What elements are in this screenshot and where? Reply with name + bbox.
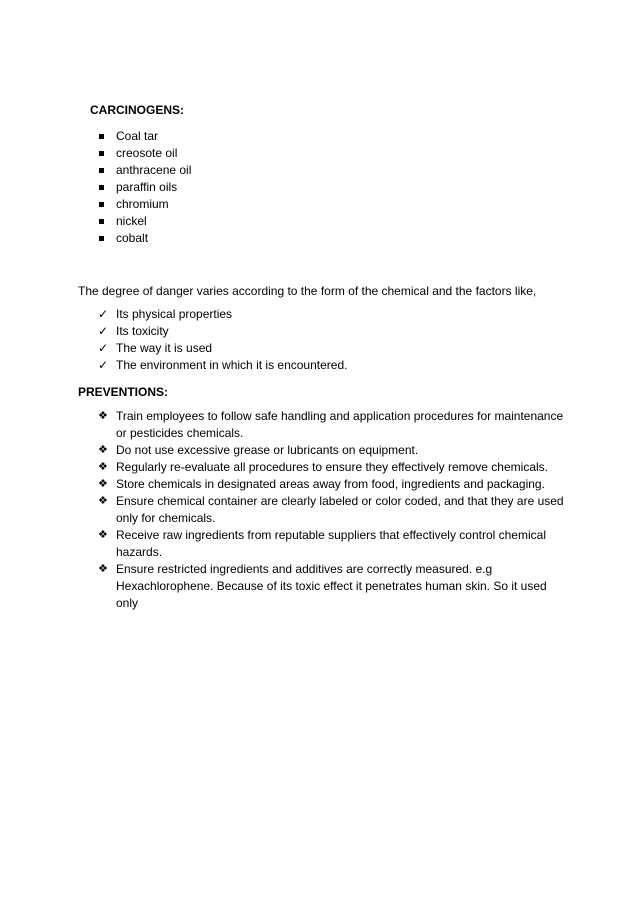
list-item-label: cobalt [116,231,149,245]
list-item-label: Coal tar [116,129,159,143]
checkmark-icon: ✓ [98,358,109,372]
list-item-label: Train employees to follow safe handling and application procedures for maintenance or pesticides chemicals. [116,409,564,440]
list-item-label: Its toxicity [116,324,169,338]
checkmark-icon: ✓ [98,341,109,355]
checkmark-icon: ✓ [98,324,109,338]
checkmark-icon: ✓ [98,307,109,321]
list-item [98,179,398,196]
diamond-bullet-icon: ❖ [98,563,108,575]
list-item-label: Store chemicals in designated areas away from food, ingredients and packaging. [116,477,545,491]
diamond-bullet-icon: ❖ [98,495,108,507]
list-item [98,230,398,247]
list-item [98,306,498,323]
list-item [98,459,568,476]
list-item-label: Ensure chemical container are clearly labeled or color coded, and that they are used only for chemicals. [116,494,564,525]
list-item [98,213,398,230]
list-item [98,323,498,340]
list-item [98,442,568,459]
list-item-label: creosote oil [116,146,178,160]
list-item [98,493,568,527]
list-item-label: The environment in which it is encountered. [116,358,348,372]
list-item-label: nickel [116,214,147,228]
list-item-label: The way it is used [116,341,213,355]
preventions-list [98,408,568,612]
list-item [98,162,398,179]
list-item [98,145,398,162]
diamond-bullet-icon: ❖ [98,529,108,541]
list-item [98,340,498,357]
list-item [98,357,498,374]
factors-list [98,306,498,374]
list-item-label: Receive raw ingredients from reputable suppliers that effectively control chemical hazards. [116,528,546,559]
list-item-label: Its physical properties [116,307,233,321]
diamond-bullet-icon: ❖ [98,410,108,422]
list-item-label: anthracene oil [116,163,192,177]
list-item-label: Ensure restricted ingredients and additives are correctly measured. e.g Hexachlorophene. Because of its toxic effect it penetrates human skin. So it used only [116,562,547,610]
list-item [98,128,398,145]
carcinogens-list [98,128,398,247]
diamond-bullet-icon: ❖ [98,461,108,473]
list-item-label: Regularly re-evaluate all procedures to ensure they effectively remove chemicals. [116,460,548,474]
preventions-heading: PREVENTIONS: [78,385,169,399]
list-item-label: paraffin oils [116,180,178,194]
list-item [98,408,568,442]
diamond-bullet-icon: ❖ [98,444,108,456]
list-item-label: chromium [116,197,169,211]
danger-paragraph: The degree of danger varies according to the form of the chemical and the factors like, [78,284,537,298]
list-item-label: Do not use excessive grease or lubricants on equipment. [116,443,419,457]
list-item [98,196,398,213]
list-item [98,561,568,612]
carcinogens-heading: CARCINOGENS: [90,103,185,117]
diamond-bullet-icon: ❖ [98,478,108,490]
list-item [98,527,568,561]
list-item [98,476,568,493]
